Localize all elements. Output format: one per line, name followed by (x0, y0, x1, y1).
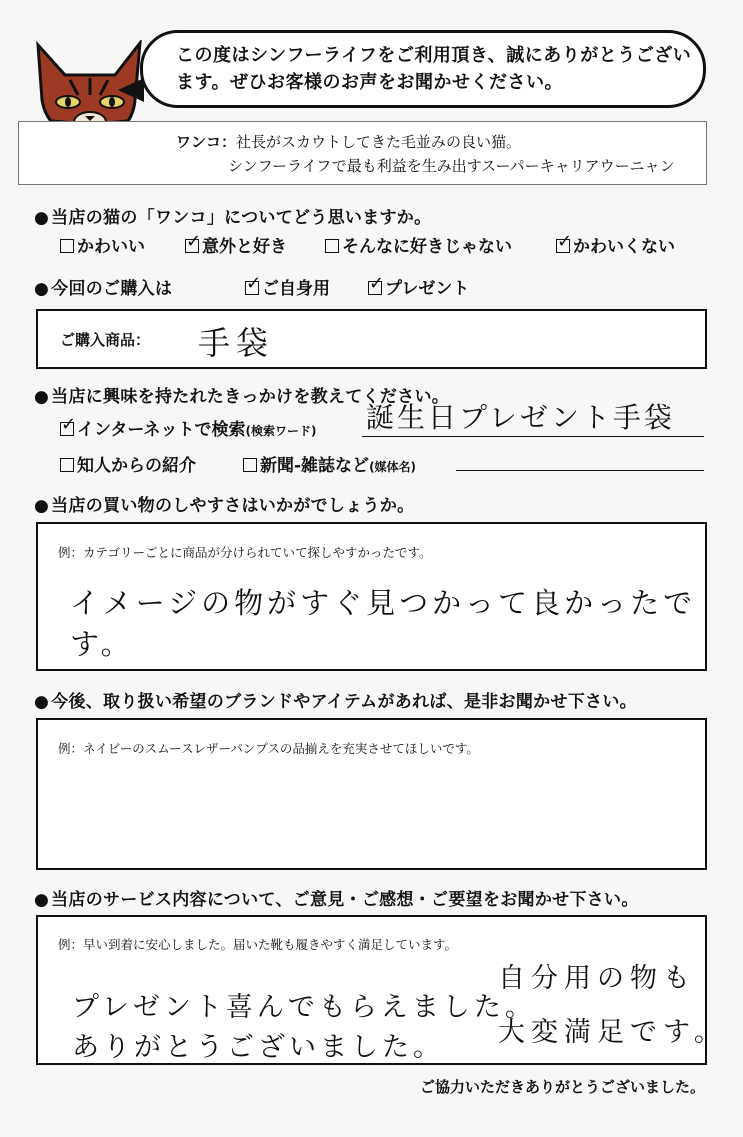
checkbox[interactable] (325, 239, 339, 253)
q1-option-sonnani[interactable]: そんなに好きじゃない (325, 232, 512, 257)
speech-bubble-tail (118, 78, 144, 102)
q3-option-media[interactable]: 新聞-雑誌など(媒体名) (243, 451, 416, 476)
keyword-label: (検索ワード) (245, 424, 317, 438)
media-label: (媒体名) (369, 460, 417, 474)
q6-example: 例：早い到着に安心しました。届いた靴も履きやすく満足しています。 (58, 937, 458, 952)
q6-question: ● 当店のサービス内容について、ご意見・ご感想・ご要望をお聞かせ下さい。 (34, 885, 639, 910)
checkbox[interactable] (60, 239, 74, 253)
mascot-desc-1: 社長がスカウトしてきた毛並みの良い猫。 (236, 133, 522, 151)
checkbox-checked[interactable] (368, 281, 382, 295)
mascot-desc-2: シンフーライフで最も利益を生み出すスーパーキャリアウーニャン (228, 157, 675, 175)
q6-answer-right1: 自分用の物も (498, 963, 696, 994)
q1-option-kawaikunai[interactable]: ✓ かわいくない (556, 232, 675, 257)
q3-option-internet[interactable]: ✓インターネットで検索(検索ワード) (60, 415, 316, 440)
q5-question: ● 今後、取り扱い希望のブランドやアイテムがあれば、是非お聞かせ下さい。 (34, 687, 637, 712)
q4-answer: イメージの物がすぐ見つかって良かったです。 (70, 586, 697, 661)
q1-question: ● 当店の猫の「ワンコ」についてどう思いますか。 (34, 203, 431, 228)
checkbox-checked[interactable] (60, 422, 74, 436)
q3-option-acquaintance[interactable]: 知人からの紹介 (60, 451, 196, 476)
checkbox[interactable] (60, 458, 74, 472)
q2-option-present[interactable]: ✓ プレゼント (368, 274, 469, 299)
q1-option-igai[interactable]: ✓ 意外と好き (185, 232, 287, 257)
checkbox-checked[interactable] (185, 239, 199, 253)
checkbox-checked[interactable] (556, 239, 570, 253)
media-line (456, 470, 704, 471)
q1-option-kawaii[interactable]: かわいい (60, 232, 145, 257)
keyword-answer: 誕生日プレゼント手袋 (366, 401, 675, 434)
q5-example: 例：ネイビーのスムースレザーパンプスの品揃えを充実させてほしいです。 (58, 741, 479, 756)
q4-example: 例：カテゴリーごとに商品が分けられていて探しやすかったです。 (58, 545, 432, 560)
mascot-name: ワンコ： (176, 133, 237, 151)
greeting-text: この度はシンフーライフをご利用頂き、誠にありがとうございます。ぜひお客様のお声をお聞かせください。 (176, 45, 692, 93)
q6-answer-line1: プレゼント喜んでもらえました。 (72, 992, 536, 1023)
footer-thanks: ご協力いただきありがとうございました。 (420, 1078, 706, 1096)
q2-question: ● 今回のご購入は (34, 274, 172, 299)
checkbox[interactable] (243, 458, 257, 472)
product-answer: 手袋 (198, 324, 275, 362)
q6-answer-right2: 大変満足です。 (498, 1017, 727, 1048)
q3-question: ● 当店に興味を持たれたきっかけを教えてください。 (34, 382, 449, 407)
mascot-intro-text (176, 130, 675, 178)
keyword-line (362, 436, 704, 437)
q4-question: ● 当店の買い物のしやすさはいかがでしょうか。 (34, 491, 414, 516)
q2-option-self[interactable]: ✓ ご自身用 (245, 274, 330, 299)
q6-answer-line2: ありがとうございました。 (72, 1032, 444, 1063)
checkbox-checked[interactable] (245, 281, 259, 295)
product-label: ご購入商品： (60, 331, 151, 349)
